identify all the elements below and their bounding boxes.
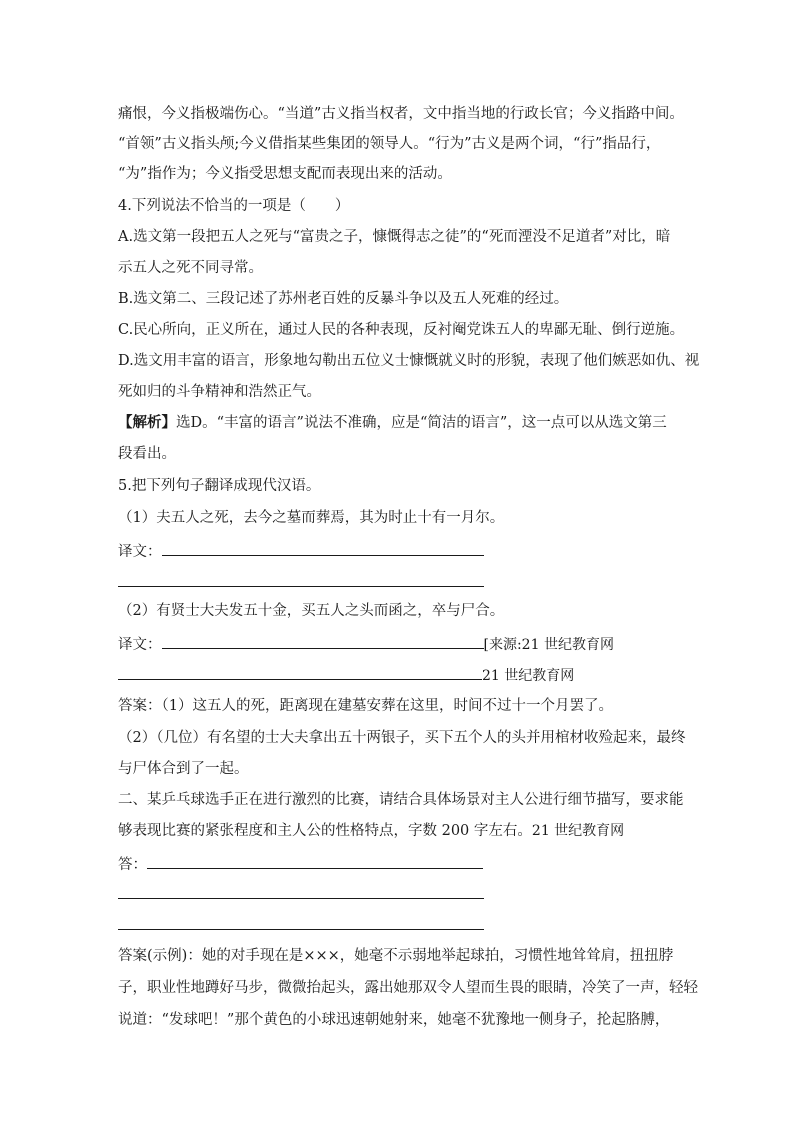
analysis-text: 选D。“丰富的语言”说法不准确，应是“简洁的语言”，这一点可以从选文第三: [176, 415, 667, 431]
sentence-1: （1）夫五人之死，去今之墓而葬焉，其为时止十有一月尔。: [118, 510, 505, 526]
prompt-text: 够表现比赛的紧张程度和主人公的性格特点，字数 200 字左右。: [118, 823, 532, 839]
answer-blank-rule[interactable]: [118, 898, 484, 899]
source-note: 21 世纪教育网: [531, 823, 625, 839]
section-2-prompt-line-1: 二、某乒乓球选手正在进行激烈的比赛，请结合具体场景对主人公进行细节描写，要求能: [118, 792, 684, 808]
answer-blank-rule[interactable]: [118, 586, 484, 587]
answer-blank[interactable]: [118, 664, 482, 680]
option-c: C.民心所向，正义所在，通过人民的各种表现，反衬阉党诛五人的卑鄙无耻、倒行逆施。: [118, 322, 685, 338]
option-d-line-2: 死如归的斗争精神和浩然正气。: [118, 384, 321, 400]
analysis-line-2: 段看出。: [118, 446, 176, 462]
question-5-stem: 5.把下列句子翻译成现代汉语。: [118, 478, 321, 494]
sample-answer-line-2: 子，职业性地蹲好马步，微微抬起头，露出她那双令人望而生畏的眼睛，冷笑了一声，轻轻: [118, 980, 698, 996]
translation-label: 译文：: [118, 544, 162, 560]
translation-2-line: [118, 633, 678, 655]
answer-line: [118, 853, 678, 875]
source-note: 21 世纪教育网: [482, 668, 575, 684]
sentence-2: （2）有贤士大夫发五十金，买五人之头而函之，卒与尸合。: [118, 603, 505, 619]
section-2-prompt-line-2: [118, 821, 678, 841]
translation-1-line: [118, 540, 678, 562]
option-a-line-2: 示五人之死不同寻常。: [118, 260, 263, 276]
answer-label: 答：: [118, 857, 147, 873]
paragraph-line: “为”指作为；今义指受思想支配而表现出来的活动。: [118, 166, 452, 182]
option-a-line-1: A.选文第一段把五人之死与“富贵之子，慷慨得志之徒”的“死而湮没不足道者”对比，暗: [118, 229, 671, 245]
answer-1: 答案：（1）这五人的死，距离现在建墓安葬在这里，时间不过十一个月罢了。: [118, 698, 613, 714]
paragraph-line: “首领”古义指头颅;今义借指某些集团的领导人。“行为”古义是两个词，“行”指品行，: [118, 136, 661, 152]
source-note: [来源:21 世纪教育网: [483, 637, 614, 653]
paragraph-line: 痛恨，今义指极端伤心。“当道”古义指当权者，文中指当地的行政长官；今义指路中间。: [118, 106, 684, 122]
answer-blank[interactable]: [162, 540, 484, 556]
option-d-line-1: D.选文用丰富的语言，形象地勾勒出五位义士慷慨就义时的形貌，表现了他们嫉恶如仇、视: [118, 353, 700, 369]
analysis-label: 【解析】: [118, 414, 176, 431]
translation-label: 译文：: [118, 637, 162, 653]
question-4-stem: 4.下列说法不恰当的一项是（ ）: [118, 198, 350, 214]
answer-blank-rule[interactable]: [118, 929, 484, 930]
sample-answer-line-3: 说道：“发球吧！”那个黄色的小球迅速朝她射来，她毫不犹豫地一侧身子，抡起胳膊，: [118, 1012, 670, 1028]
answer-blank[interactable]: [162, 633, 484, 649]
answer-2-line-1: （2）（几位）有名望的士大夫拿出五十两银子，买下五个人的头并用棺材收殓起来，最终: [118, 730, 686, 746]
option-b: B.选文第二、三段记述了苏州老百姓的反暴斗争以及五人死难的经过。: [118, 291, 569, 307]
translation-2-line-2: [118, 664, 678, 686]
sample-answer-line-1: 答案(示例)：她的对手现在是×××，她毫不示弱地举起球拍，习惯性地耸耸肩，扭扭脖: [118, 948, 674, 964]
analysis-line-1: [118, 413, 678, 433]
answer-2-line-2: 与尸体合到了一起。: [118, 761, 249, 777]
answer-blank[interactable]: [147, 853, 483, 869]
